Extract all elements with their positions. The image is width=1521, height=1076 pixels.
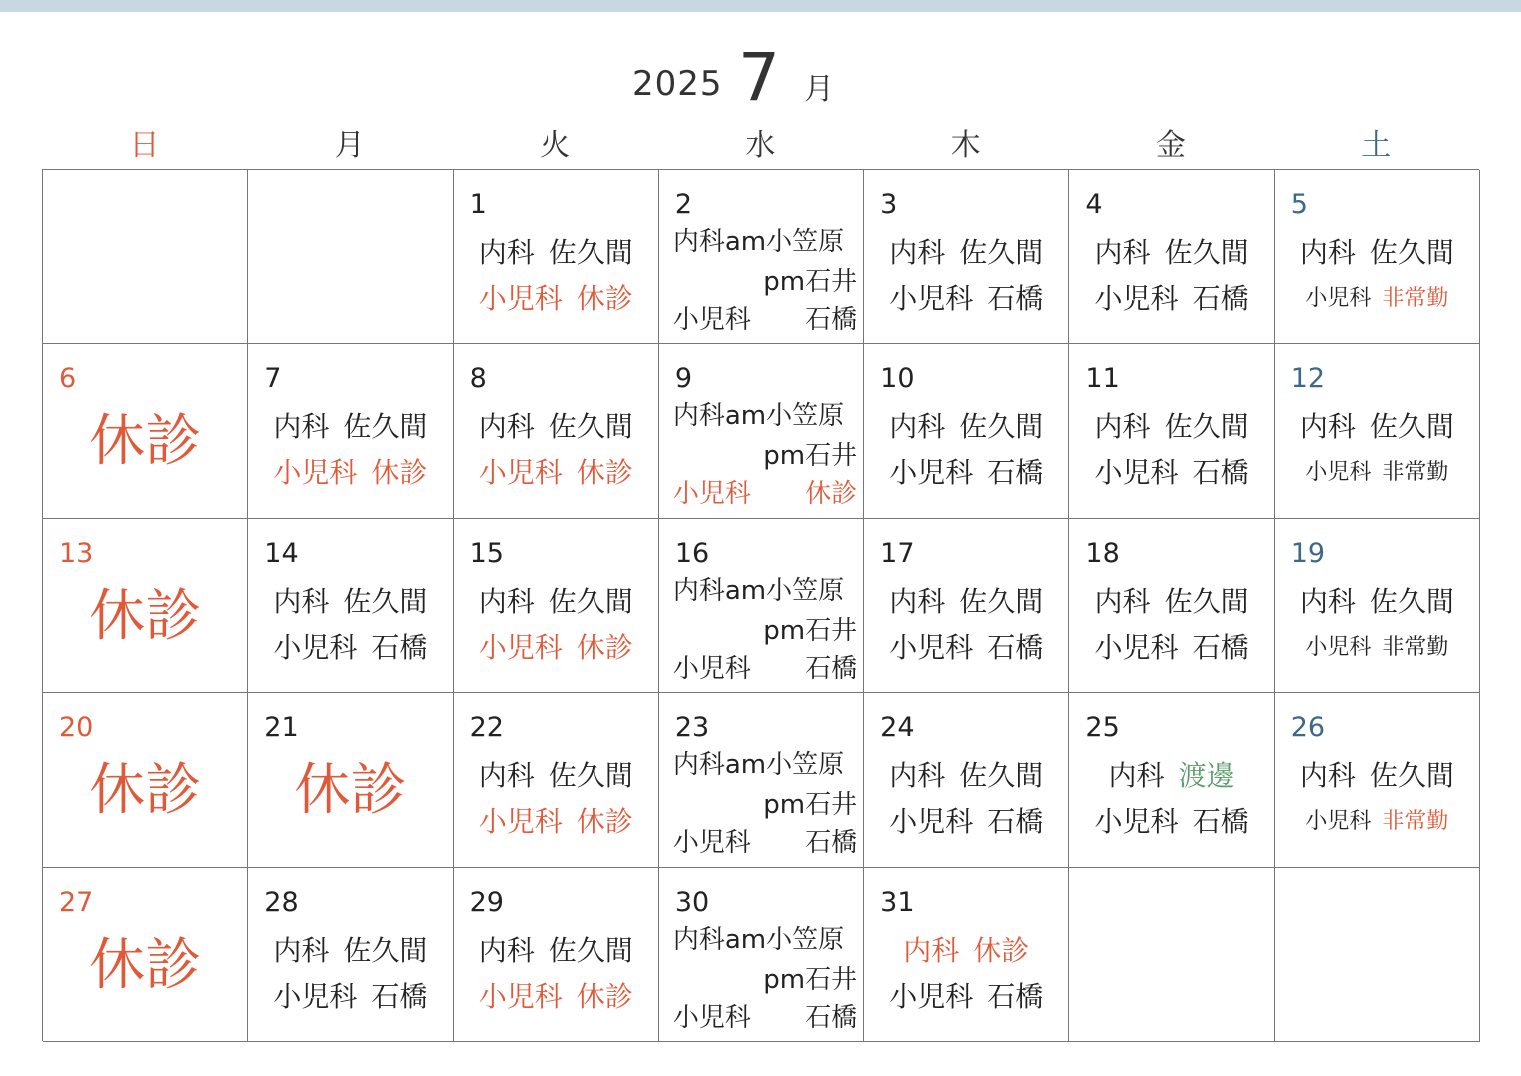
doctor-label: 石橋 xyxy=(987,456,1044,490)
day-cell-9 xyxy=(659,344,864,518)
pediatrics-line xyxy=(1275,456,1479,490)
dept-label: 小児科 xyxy=(478,456,563,490)
pediatrics-line xyxy=(454,456,658,490)
day-number: 13 xyxy=(59,537,94,569)
pediatrics-line xyxy=(864,282,1068,316)
am-schedule: 内科am小笠原 xyxy=(672,401,845,432)
doctor-label: 休診 xyxy=(576,456,633,490)
doctor-label: 佐久間 xyxy=(1164,410,1249,444)
dept-label: 内科 xyxy=(1299,410,1356,444)
day-number: 30 xyxy=(674,886,710,918)
doctor-label: 佐久間 xyxy=(959,236,1044,269)
day-cell-22 xyxy=(454,693,659,867)
empty-cell xyxy=(248,170,453,344)
day-cell-10 xyxy=(864,344,1069,518)
day-cell-8 xyxy=(454,344,659,518)
doctor-label: 休診 xyxy=(805,479,858,510)
dept-label: 小児科 xyxy=(478,805,563,839)
pediatrics-line xyxy=(248,456,452,490)
dept-label: 小児科 xyxy=(889,805,974,839)
doctor-label: 休診 xyxy=(576,630,633,664)
day-cell-5 xyxy=(1275,170,1480,344)
dept-label: 小児科 xyxy=(1094,630,1179,664)
dept-label: 小児科 xyxy=(672,653,751,684)
doctor-label: 石橋 xyxy=(371,630,428,664)
day-number: 10 xyxy=(880,363,915,395)
day-cell-11 xyxy=(1069,344,1274,518)
day-cell-4 xyxy=(1069,170,1274,344)
am-schedule: 内科am小笠原 xyxy=(672,924,845,955)
pediatrics-line xyxy=(454,631,658,665)
day-number: 16 xyxy=(674,537,710,569)
day-cell-23 xyxy=(659,693,864,867)
day-cell-16 xyxy=(659,519,864,693)
dept-label: 内科 xyxy=(903,933,960,967)
day-number: 9 xyxy=(674,363,693,395)
internal-medicine-line xyxy=(1069,759,1273,793)
pediatrics-line xyxy=(454,805,658,839)
day-cell-25 xyxy=(1069,693,1274,867)
pediatrics-line xyxy=(864,456,1068,490)
doctor-label: 佐久間 xyxy=(959,410,1044,444)
doctor-label: 休診 xyxy=(576,282,633,315)
dept-label: 小児科 xyxy=(273,979,358,1013)
day-number: 15 xyxy=(469,537,504,569)
dept-label: 内科 xyxy=(1108,759,1165,793)
dept-label: 小児科 xyxy=(1094,456,1179,490)
day-number: 24 xyxy=(880,712,915,744)
day-number: 28 xyxy=(264,886,299,918)
closed-label: 休診 xyxy=(89,758,202,824)
day-number: 17 xyxy=(880,537,915,569)
dept-label: 内科 xyxy=(273,584,330,618)
day-number: 31 xyxy=(880,886,915,918)
internal-medicine-line xyxy=(454,410,658,444)
pediatrics-line xyxy=(673,1002,857,1034)
doctor-label: 石橋 xyxy=(1192,805,1249,839)
doctor-label: 佐久間 xyxy=(548,759,633,793)
doctor-label: 休診 xyxy=(973,933,1030,967)
empty-cell xyxy=(1069,868,1274,1042)
day-number: 23 xyxy=(674,712,710,744)
doctor-label: 佐久間 xyxy=(343,584,428,618)
am-schedule: 内科am小笠原 xyxy=(672,227,845,257)
weekday-label: 月 xyxy=(334,128,365,163)
dept-label: 小児科 xyxy=(1305,286,1372,311)
calendar-title xyxy=(0,39,1521,116)
doctor-label: 佐久間 xyxy=(548,236,633,269)
pediatrics-line xyxy=(248,631,452,665)
day-number: 6 xyxy=(59,363,77,395)
doctor-label: 佐久間 xyxy=(959,759,1044,793)
doctor-label: 佐久間 xyxy=(959,584,1044,618)
day-cell-18 xyxy=(1069,519,1274,693)
dept-label: 小児科 xyxy=(478,630,563,664)
doctor-label: 佐久間 xyxy=(1369,584,1454,618)
dept-label: 内科 xyxy=(273,410,330,444)
doctor-label: 佐久間 xyxy=(343,933,428,967)
doctor-label: 石橋 xyxy=(805,653,858,684)
doctor-label: 休診 xyxy=(576,805,633,839)
day-number: 21 xyxy=(264,712,299,744)
pediatrics-line xyxy=(1275,805,1479,839)
pediatrics-line xyxy=(248,980,452,1014)
dept-label: 内科 xyxy=(1299,236,1356,269)
doctor-label: 休診 xyxy=(371,456,428,490)
internal-medicine-line xyxy=(1069,236,1273,270)
dept-label: 内科 xyxy=(889,584,946,618)
dept-label: 小児科 xyxy=(273,456,358,490)
dept-label: 内科 xyxy=(1299,759,1356,793)
pediatrics-line xyxy=(454,980,658,1014)
day-cell-29 xyxy=(454,868,659,1042)
pediatrics-line xyxy=(1069,456,1273,490)
top-accent-bar xyxy=(0,0,1521,12)
dept-label: 内科 xyxy=(1094,584,1151,618)
doctor-label: 非常勤 xyxy=(1382,809,1449,835)
internal-medicine-line xyxy=(864,759,1068,793)
day-cell-28 xyxy=(248,868,453,1042)
pediatrics-line xyxy=(1275,282,1479,316)
month-number: 7 xyxy=(738,39,780,116)
closed-label: 休診 xyxy=(89,583,202,649)
dept-label: 小児科 xyxy=(889,282,974,315)
day-cell-13 xyxy=(43,519,248,693)
weekday-label: 土 xyxy=(1361,128,1392,163)
dept-label: 小児科 xyxy=(889,979,974,1013)
internal-medicine-line xyxy=(1275,236,1479,270)
doctor-label: 石橋 xyxy=(987,282,1044,315)
pediatrics-line xyxy=(1069,805,1273,839)
weekday-label: 火 xyxy=(540,128,571,163)
dept-label: 内科 xyxy=(889,759,946,793)
day-number: 18 xyxy=(1085,537,1120,569)
dept-label: 小児科 xyxy=(478,282,563,315)
doctor-label: 非常勤 xyxy=(1382,634,1449,660)
internal-medicine-line xyxy=(248,585,452,619)
pediatrics-line xyxy=(673,478,857,510)
dept-label: 小児科 xyxy=(672,479,751,510)
dept-label: 内科 xyxy=(889,410,946,444)
doctor-label: 渡邊 xyxy=(1178,759,1235,793)
dept-label: 小児科 xyxy=(672,305,751,335)
pediatrics-line xyxy=(1275,631,1479,665)
doctor-label: 石橋 xyxy=(371,979,428,1013)
day-number: 25 xyxy=(1085,712,1120,744)
empty-cell xyxy=(1275,868,1480,1042)
am-schedule: 内科am小笠原 xyxy=(672,575,845,606)
day-cell-27 xyxy=(43,868,248,1042)
day-number: 3 xyxy=(880,189,898,220)
day-cell-26 xyxy=(1275,693,1480,867)
doctor-label: 佐久間 xyxy=(1369,759,1454,793)
dept-label: 小児科 xyxy=(672,828,751,859)
am-schedule: 内科am小笠原 xyxy=(672,750,845,781)
day-number: 19 xyxy=(1290,537,1326,569)
dept-label: 小児科 xyxy=(889,630,974,664)
dept-label: 内科 xyxy=(478,584,535,618)
day-cell-15 xyxy=(454,519,659,693)
doctor-label: 石橋 xyxy=(987,630,1044,664)
day-cell-7 xyxy=(248,344,453,518)
internal-medicine-line xyxy=(864,236,1068,270)
day-number: 12 xyxy=(1290,363,1326,395)
pediatrics-line xyxy=(864,631,1068,665)
pediatrics-line xyxy=(673,653,857,685)
day-cell-6 xyxy=(43,344,248,518)
pediatrics-line xyxy=(454,282,658,316)
dept-label: 小児科 xyxy=(273,630,358,664)
dept-label: 内科 xyxy=(478,410,535,444)
day-number: 29 xyxy=(469,886,504,918)
doctor-label: 石橋 xyxy=(1192,456,1249,490)
dept-label: 小児科 xyxy=(1094,805,1179,839)
day-number: 2 xyxy=(674,189,693,220)
day-number: 11 xyxy=(1085,363,1120,395)
day-number: 14 xyxy=(264,537,299,569)
dept-label: 内科 xyxy=(1299,584,1356,618)
day-number: 20 xyxy=(59,712,94,744)
pediatrics-line xyxy=(1069,631,1273,665)
doctor-label: 佐久間 xyxy=(548,933,633,967)
doctor-label: 休診 xyxy=(576,979,633,1013)
day-cell-24 xyxy=(864,693,1069,867)
pm-schedule: pm石井 xyxy=(763,615,858,646)
internal-medicine-line xyxy=(248,934,452,968)
doctor-label: 石橋 xyxy=(1192,282,1249,315)
doctor-label: 石橋 xyxy=(805,305,858,335)
weekday-label: 金 xyxy=(1155,128,1186,163)
doctor-label: 石橋 xyxy=(1192,630,1249,664)
day-cell-1 xyxy=(454,170,659,344)
day-number: 5 xyxy=(1290,189,1308,220)
year-label: 2025 xyxy=(632,64,723,104)
month-kanji: 月 xyxy=(804,72,834,107)
day-number: 1 xyxy=(469,189,487,220)
doctor-label: 佐久間 xyxy=(1369,410,1454,444)
pm-schedule: pm石井 xyxy=(763,964,858,995)
pediatrics-line xyxy=(673,304,857,336)
day-cell-20 xyxy=(43,693,248,867)
doctor-label: 佐久間 xyxy=(1164,584,1249,618)
day-number: 22 xyxy=(469,712,504,744)
dept-label: 内科 xyxy=(478,236,535,269)
internal-medicine-line xyxy=(1069,585,1273,619)
day-cell-30 xyxy=(659,868,864,1042)
closed-label: 休診 xyxy=(89,409,202,475)
calendar-grid xyxy=(42,169,1479,1041)
dept-label: 小児科 xyxy=(889,456,974,490)
dept-label: 内科 xyxy=(478,759,535,793)
dept-label: 内科 xyxy=(273,933,330,967)
weekday-label: 日 xyxy=(129,128,160,163)
dept-label: 小児科 xyxy=(1305,634,1372,660)
empty-cell xyxy=(43,170,248,344)
dept-label: 小児科 xyxy=(478,979,563,1013)
dept-label: 小児科 xyxy=(1305,460,1372,486)
weekday-label: 木 xyxy=(950,128,981,163)
doctor-label: 石橋 xyxy=(987,979,1044,1013)
internal-medicine-line xyxy=(864,585,1068,619)
dept-label: 内科 xyxy=(1094,410,1151,444)
doctor-label: 非常勤 xyxy=(1382,286,1449,311)
pm-schedule: pm石井 xyxy=(763,441,858,472)
day-cell-14 xyxy=(248,519,453,693)
pediatrics-line xyxy=(864,980,1068,1014)
doctor-label: 非常勤 xyxy=(1382,460,1449,486)
doctor-label: 石橋 xyxy=(805,828,858,859)
pediatrics-line xyxy=(1069,282,1273,316)
closed-label: 休診 xyxy=(294,758,407,824)
internal-medicine-line xyxy=(454,934,658,968)
internal-medicine-line xyxy=(454,759,658,793)
day-number: 4 xyxy=(1085,189,1103,220)
internal-medicine-line xyxy=(864,410,1068,444)
dept-label: 内科 xyxy=(1094,236,1151,269)
dept-label: 内科 xyxy=(478,933,535,967)
day-number: 8 xyxy=(469,363,487,395)
doctor-label: 佐久間 xyxy=(548,584,633,618)
internal-medicine-line xyxy=(1069,410,1273,444)
day-number: 26 xyxy=(1290,712,1326,744)
pediatrics-line xyxy=(673,827,857,859)
internal-medicine-line xyxy=(454,236,658,270)
dept-label: 小児科 xyxy=(1094,282,1179,315)
internal-medicine-line xyxy=(248,410,452,444)
closed-label: 休診 xyxy=(89,932,202,998)
internal-medicine-line xyxy=(454,585,658,619)
day-cell-3 xyxy=(864,170,1069,344)
internal-medicine-line xyxy=(1275,759,1479,793)
internal-medicine-line xyxy=(1275,410,1479,444)
day-cell-19 xyxy=(1275,519,1480,693)
doctor-label: 佐久間 xyxy=(1369,236,1454,269)
dept-label: 小児科 xyxy=(1305,809,1372,835)
day-cell-31 xyxy=(864,868,1069,1042)
pm-schedule: pm石井 xyxy=(763,267,858,297)
doctor-label: 佐久間 xyxy=(548,410,633,444)
dept-label: 小児科 xyxy=(672,1002,751,1033)
pediatrics-line xyxy=(864,805,1068,839)
day-cell-21 xyxy=(248,693,453,867)
day-cell-2 xyxy=(659,170,864,344)
doctor-label: 石橋 xyxy=(805,1002,858,1033)
internal-medicine-line xyxy=(1275,585,1479,619)
day-cell-12 xyxy=(1275,344,1480,518)
day-cell-17 xyxy=(864,519,1069,693)
doctor-label: 佐久間 xyxy=(343,410,428,444)
day-number: 7 xyxy=(264,363,282,395)
internal-medicine-line xyxy=(864,934,1068,968)
weekday-label: 水 xyxy=(745,128,776,163)
doctor-label: 石橋 xyxy=(987,805,1044,839)
day-number: 27 xyxy=(59,886,94,918)
doctor-label: 佐久間 xyxy=(1164,236,1249,269)
dept-label: 内科 xyxy=(889,236,946,269)
pm-schedule: pm石井 xyxy=(763,790,858,821)
